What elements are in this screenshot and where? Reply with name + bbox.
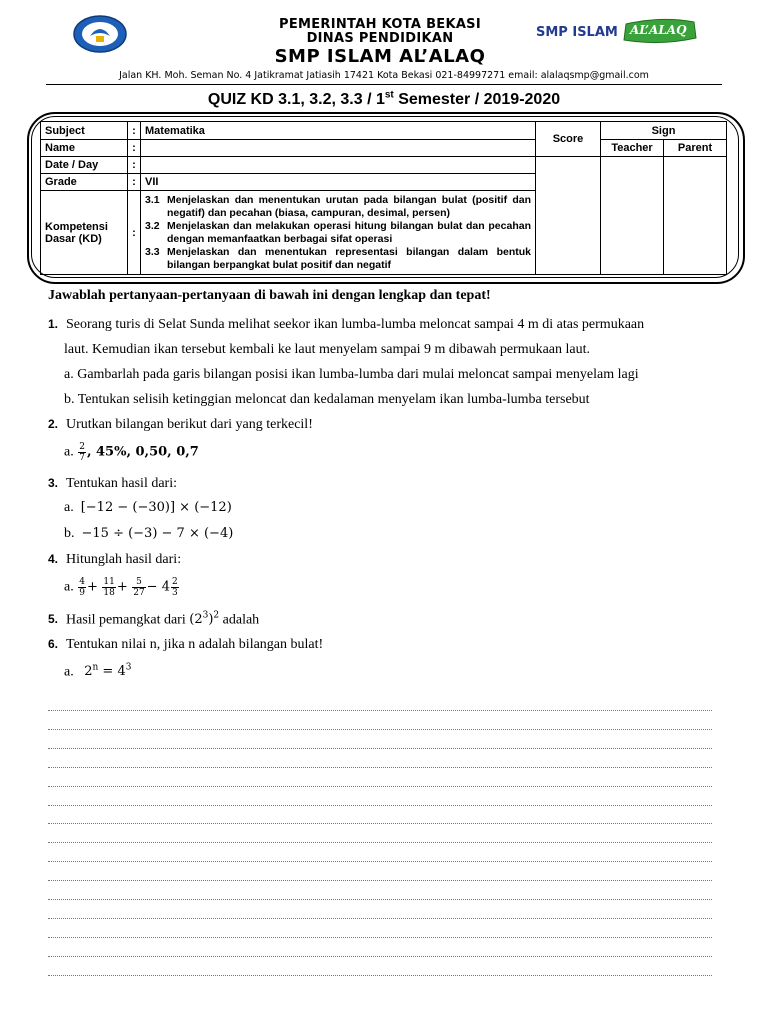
kd-num: 3.2 — [145, 219, 160, 232]
question-4a: a. $\frac{4}{9}$ + $\frac{11}{18}$ + $\frac{5}{27}$ − 4 $\frac{2}{3}$ — [64, 577, 178, 598]
teacher-sign-box[interactable] — [601, 157, 664, 275]
question-6 — [48, 637, 323, 653]
subject-label: Subject — [41, 122, 128, 140]
option-label: a. — [64, 500, 74, 515]
question-5: 5. Hasil pemangkat dari $(2^3)^2$ adalah — [48, 611, 260, 628]
answer-line[interactable] — [48, 710, 712, 711]
fraction: $\frac{11}{18}$ — [103, 577, 115, 598]
question-text: Seorang turis di Selat Sunda melihat seekor ikan lumba-lumba meloncat sampai 4 m di atas permukaan — [66, 317, 645, 332]
math-expr: $2^n = 4^3$ — [84, 663, 132, 680]
question-number: 5. — [48, 612, 59, 627]
quiz-title — [0, 90, 768, 110]
school-address: Jalan KH. Moh. Seman No. 4 Jatikramat Jatiasih 17421 Kota Bekasi 021-84997271 email: alalaqsmp@gmail.com — [119, 70, 649, 81]
brand-badge-text: AL’ALAQ — [630, 23, 687, 37]
school-name: SMP ISLAM AL’ALAQ — [274, 46, 486, 67]
question-3a — [64, 500, 232, 516]
question-4 — [48, 552, 181, 568]
header-divider — [46, 84, 722, 85]
colon: : — [128, 174, 141, 191]
answer-line[interactable] — [48, 805, 712, 806]
question-number: 1. — [48, 317, 59, 331]
answer-line[interactable] — [48, 786, 712, 787]
fraction: $\frac{4}{9}$ — [79, 577, 85, 598]
fraction: $\frac{5}{27}$ — [133, 577, 145, 598]
question-1a: a. Gambarlah pada garis bilangan posisi ikan lumba-lumba dari mulai meloncat sampai menyelam lagi — [64, 367, 639, 382]
answer-line[interactable] — [48, 956, 712, 957]
answer-line[interactable] — [48, 937, 712, 938]
kd-num: 3.3 — [145, 245, 160, 258]
question-3 — [48, 476, 177, 492]
math-expr: −15 ÷ (−3) − 7 × (−4) — [81, 526, 234, 541]
question-1 — [48, 317, 644, 333]
option-label: a. — [64, 664, 74, 680]
question-number: 6. — [48, 637, 59, 651]
kd-text: Menjelaskan dan melakukan operasi hitung bilangan bulat dan pecahan dengan memanfaatkan berbagai sifat operasi — [167, 219, 531, 245]
grade-label: Grade — [41, 174, 128, 191]
fraction: $\frac{2}{7}$ — [79, 442, 85, 463]
answer-line[interactable] — [48, 748, 712, 749]
question-1-cont: laut. Kemudian ikan tersebut kembali ke laut menyelam sampai 9 m dibawah permukaan laut. — [64, 342, 591, 357]
brand-text: SMP ISLAM — [536, 25, 618, 40]
question-6a — [64, 663, 131, 680]
parent-sign-box[interactable] — [664, 157, 727, 275]
question-1b: b. Tentukan selisih ketinggian meloncat dan kedalaman menyelam ikan lumba-lumba tersebut — [64, 392, 590, 407]
answer-line[interactable] — [48, 975, 712, 976]
title-rest: Semester / 2019-2020 — [393, 91, 561, 108]
name-field[interactable] — [141, 140, 536, 157]
answer-line[interactable] — [48, 729, 712, 730]
answer-line[interactable] — [48, 880, 712, 881]
dept-name: DINAS PENDIDIKAN — [306, 31, 454, 46]
answer-line[interactable] — [48, 861, 712, 862]
title-main: QUIZ KD 3.1, 3.2, 3.3 / 1 — [207, 91, 385, 108]
question-text: Hasil pemangkat dari — [66, 612, 190, 628]
gov-name: PEMERINTAH KOTA BEKASI — [279, 17, 481, 32]
score-label: Score — [536, 122, 601, 157]
colon: : — [128, 122, 141, 140]
answer-line[interactable] — [48, 918, 712, 919]
kd-text: Menjelaskan dan menentukan urutan pada bilangan bulat (positif dan negatif) dan pecahan (biasa, campuran, desimal, persen) — [167, 193, 531, 219]
answer-line[interactable] — [48, 842, 712, 843]
colon: : — [128, 157, 141, 174]
option-label: a. — [64, 444, 74, 460]
math-expr: $(2^3)^2$ — [189, 611, 220, 628]
grade-value: VII — [141, 174, 536, 191]
brand-badge — [622, 18, 698, 44]
name-label: Name — [41, 140, 128, 157]
colon: : — [128, 191, 141, 275]
question-2 — [48, 417, 313, 433]
question-number: 4. — [48, 552, 59, 566]
option-label: b. — [64, 526, 75, 541]
question-number: 2. — [48, 417, 59, 431]
score-box[interactable] — [536, 157, 601, 275]
instruction: Jawablah pertanyaan-pertanyaan di bawah ini dengan lengkap dan tepat! — [48, 288, 491, 303]
student-info-table — [40, 121, 727, 275]
sign-label: Sign — [601, 122, 727, 140]
teacher-label: Teacher — [601, 140, 664, 157]
option-label: a. — [64, 579, 74, 595]
math-expr: , 45%, 0,50, 0,7 — [86, 444, 199, 460]
question-text: Urutkan bilangan berikut dari yang terkecil! — [66, 417, 313, 432]
question-text: Tentukan hasil dari: — [66, 476, 177, 491]
question-3b — [64, 526, 233, 542]
kd-item — [145, 246, 531, 272]
kd-item — [145, 220, 531, 246]
kd-text: Menjelaskan dan menentukan representasi bilangan dalam bentuk bilangan berpangkat bulat positif dan negatif — [167, 245, 531, 271]
kd-item — [145, 194, 531, 220]
math-expr: [−12 − (−30)] × (−12) — [80, 500, 232, 515]
date-field[interactable] — [141, 157, 536, 174]
question-text: Hitunglah hasil dari: — [66, 552, 182, 567]
answer-line[interactable] — [48, 823, 712, 824]
title-sup: st — [384, 89, 394, 101]
parent-label: Parent — [664, 140, 727, 157]
fraction: $\frac{2}{3}$ — [171, 577, 178, 598]
answer-line[interactable] — [48, 767, 712, 768]
colon: : — [128, 140, 141, 157]
subject-value: Matematika — [141, 122, 536, 140]
kd-list — [141, 191, 536, 275]
tut-wuri-logo — [72, 14, 128, 54]
question-2a — [64, 442, 199, 463]
kd-num: 3.1 — [145, 193, 160, 206]
date-label: Date / Day — [41, 157, 128, 174]
answer-line[interactable] — [48, 899, 712, 900]
kd-label: Kompetensi Dasar (KD) — [41, 191, 128, 275]
question-number: 3. — [48, 476, 59, 490]
question-text: Tentukan nilai n, jika n adalah bilangan bulat! — [66, 637, 324, 652]
school-brand-logo — [536, 18, 706, 48]
